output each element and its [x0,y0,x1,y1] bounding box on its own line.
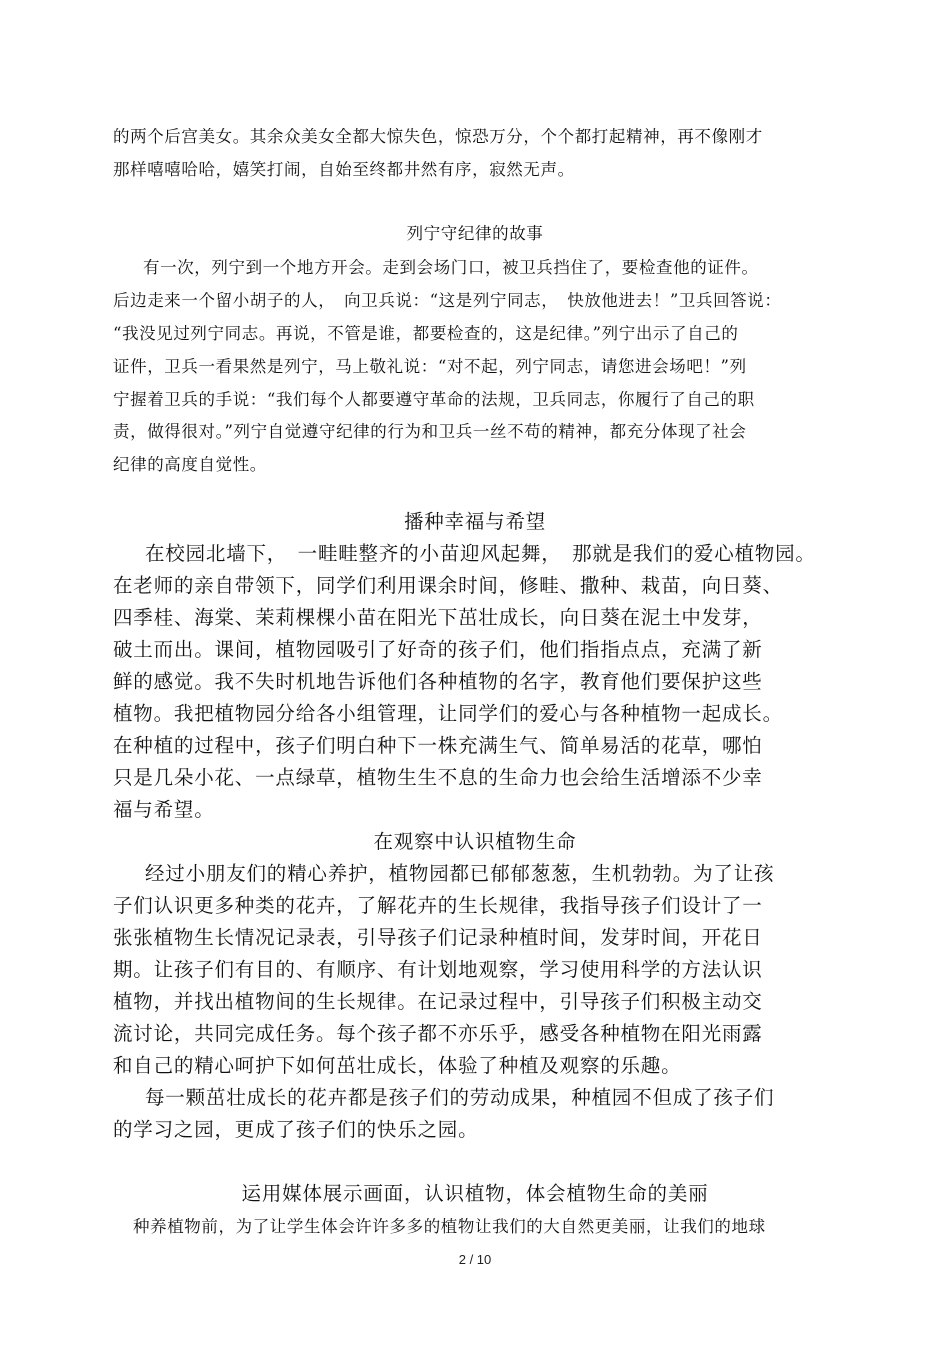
section-sowing-line-9: 福与希望。 [113,798,215,821]
section-lenin-line-3: “我没见过列宁同志。再说，不管是谁，都要检查的，这是纪律。”列宁出示了自己的 [113,324,739,343]
section-lenin-line-1: 有一次，列宁到一个地方开会。走到会场门口，被卫兵挡住了，要检查他的证件。 [143,258,759,277]
section-sowing-line-5: 鲜的感觉。我不失时机地告诉他们各种植物的名字，教育他们要保护这些 [113,670,763,693]
section-media-line-1: 种养植物前，为了让学生体会许许多多的植物让我们的大自然更美丽，让我们的地球 [133,1217,766,1236]
section-sowing-line-6: 植物。我把植物园分给各小组管理，让同学们的爱心与各种植物一起成长。 [113,702,783,725]
section-title-media: 运用媒体展示画面，认识植物，体会植物生命的美丽 [241,1182,709,1205]
section-title-lenin: 列宁守纪律的故事 [406,224,544,243]
section-lenin-line-6: 责，做得很对。”列宁自觉遵守纪律的行为和卫兵一丝不苟的精神，都充分体现了社会 [113,422,747,441]
section-lenin-line-7: 纪律的高度自觉性。 [113,455,267,474]
section-observation-line-1: 经过小朋友们的精心养护，植物园都已郁郁葱葱，生机勃勃。为了让孩 [145,862,775,885]
section-observation-line-4: 期。让孩子们有目的、有顺序、有计划地观察，学习使用科学的方法认识 [113,958,763,981]
section-sowing-line-2: 在老师的亲自带领下，同学们利用课余时间，修畦、撒种、栽苗，向日葵、 [113,574,783,597]
section-observation-line-8: 每一颗茁壮成长的花卉都是孩子们的劳动成果，种植园不但成了孩子们 [145,1086,775,1109]
section-sowing-line-8: 只是几朵小花、一点绿草，植物生生不息的生命力也会给生活增添不少幸 [113,766,763,789]
section-observation-line-7: 和自己的精心呵护下如何茁壮成长，体验了种植及观察的乐趣。 [113,1054,682,1077]
page-number: 2 / 10 [458,1252,492,1267]
section-title-observation: 在观察中认识植物生命 [373,830,577,853]
section-observation-line-6: 流讨论，共同完成任务。每个孩子都不亦乐乎，感受各种植物在阳光雨露 [113,1022,763,1045]
section-sowing-line-7: 在种植的过程中，孩子们明白种下一株充满生气、简单易活的花草，哪怕 [113,734,763,757]
section-observation-line-5: 植物，并找出植物间的生长规律。在记录过程中，引导孩子们积极主动交 [113,990,763,1013]
section-observation-line-3: 张张植物生长情况记录表，引导孩子们记录种植时间，发芽时间，开花日 [113,926,763,949]
section-lenin-line-5: 宁握着卫兵的手说：“我们每个人都要遵守革命的法规，卫兵同志，你履行了自己的职 [113,390,755,409]
section-title-sowing: 播种幸福与希望 [403,510,547,533]
section-observation-line-2: 子们认识更多种类的花卉，了解花卉的生长规律，我指导孩子们设计了一 [113,894,763,917]
section-lenin-line-2: 后边走来一个留小胡子的人， 向卫兵说：“这是列宁同志， 快放他进去！”卫兵回答说： [113,291,782,310]
section-sowing-line-1: 在校园北墙下， 一畦畦整齐的小苗迎风起舞， 那就是我们的爱心植物园。 [145,542,816,565]
section-observation-line-9: 的学习之园，更成了孩子们的快乐之园。 [113,1118,479,1141]
section-lenin-line-4: 证件，卫兵一看果然是列宁，马上敬礼说：“对不起，列宁同志，请您进会场吧！”列 [113,357,747,376]
intro-line-2: 那样嘻嘻哈哈，嬉笑打闹，自始至终都井然有序，寂然无声。 [113,160,575,179]
intro-line-1: 的两个后宫美女。其余众美女全都大惊失色，惊恐万分，个个都打起精神，再不像刚才 [113,127,763,146]
section-sowing-line-3: 四季桂、海棠、茉莉棵棵小苗在阳光下茁壮成长，向日葵在泥土中发芽， [113,606,763,629]
section-sowing-line-4: 破土而出。课间，植物园吸引了好奇的孩子们，他们指指点点，充满了新 [113,638,763,661]
